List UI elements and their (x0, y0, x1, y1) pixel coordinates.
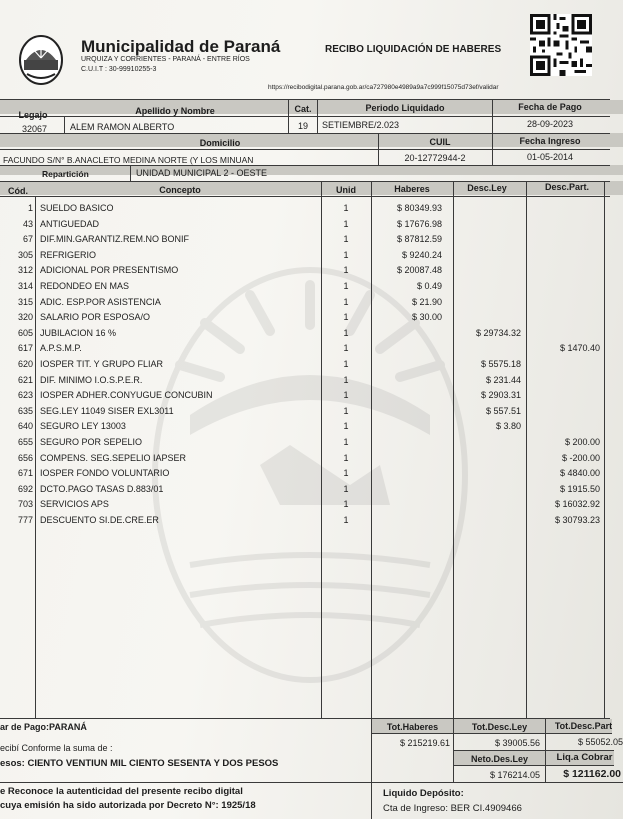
row-private-deduction: $ 16032.92 (554, 499, 600, 510)
row-legal-deduction: $ 5575.18 (480, 359, 521, 369)
table-row (0, 434, 623, 450)
org-cuit: C.U.I.T : 30-99910255-3 (81, 66, 157, 73)
org-address: URQUIZA Y CORRIENTES - PARANÁ - ENTRE RÍOS (81, 56, 250, 63)
table-row (0, 403, 623, 419)
row-concept: IOSPER ADHER.CONYUGUE CONCUBIN (40, 390, 213, 401)
col-earnings: Haberes (394, 184, 430, 194)
deposit-label: Liquido Depósito: (383, 788, 464, 799)
row-code: 777 (17, 515, 33, 525)
table-row (0, 247, 623, 263)
row-concept: COMPENS. SEG.SEPELIO IAPSER (40, 452, 187, 463)
row-unit: 1 (343, 327, 349, 338)
category-label: Cat. (294, 104, 312, 114)
row-earnings: $ 21.90 (411, 296, 442, 307)
row-code: 1 (27, 203, 33, 213)
row-code: 315 (17, 296, 33, 307)
row-private-deduction: $ 1915.50 (559, 483, 600, 494)
table-row (0, 309, 623, 325)
table-row (0, 512, 623, 528)
row-code: 617 (17, 343, 33, 354)
row-concept: JUBILACION 16 % (40, 327, 117, 338)
table-row (0, 262, 623, 278)
row-code: 623 (17, 390, 33, 401)
col-concept: Concepto (159, 185, 201, 195)
row-code: 703 (17, 499, 33, 510)
pay-place: ar de Pago:PARANÁ (0, 722, 87, 732)
row-private-deduction: $ 1470.40 (559, 343, 600, 354)
row-unit: 1 (343, 359, 349, 369)
table-row (0, 200, 623, 216)
row-unit: 1 (343, 249, 349, 260)
row-unit: 1 (343, 343, 349, 354)
municipality-logo-icon (18, 34, 64, 86)
row-concept: DESCUENTO SI.DE.CRE.ER (40, 515, 159, 525)
decree-note: cuya emisión ha sido autorizada por Decreto N°: 1925/18 (0, 800, 256, 811)
row-unit: 1 (343, 421, 349, 432)
total-legal-label: Tot.Desc.Ley (471, 722, 528, 732)
table-row (0, 278, 623, 294)
table-row (0, 216, 623, 232)
table-row (0, 418, 623, 434)
row-code: 314 (17, 281, 33, 291)
row-concept: A.P.S.M.P. (40, 343, 82, 354)
table-row (0, 372, 623, 388)
row-code: 655 (17, 437, 33, 447)
row-code: 312 (17, 265, 33, 276)
row-concept: ANTIGUEDAD (40, 218, 100, 229)
validation-url[interactable]: https://recibodigital.parana.gob.ar/ca727980e4989a9a7c999f15075d73ef/validar (268, 84, 499, 91)
table-row (0, 481, 623, 497)
row-private-deduction: $ 200.00 (564, 437, 600, 447)
row-unit: 1 (343, 374, 349, 385)
cuil-label: CUIL (429, 137, 451, 147)
org-name: Municipalidad de Paraná (81, 37, 281, 56)
table-row (0, 231, 623, 247)
row-unit: 1 (343, 499, 349, 510)
row-code: 320 (17, 312, 33, 323)
row-earnings: $ 0.49 (416, 281, 442, 291)
department-label: Repartición (42, 169, 89, 179)
table-row (0, 340, 623, 356)
document-title: RECIBO LIQUIDACIÓN DE HABERES (325, 44, 502, 55)
legajo-label: Legajo (18, 110, 48, 120)
pay-date-value: 28-09-2023 (526, 119, 574, 129)
table-row (0, 294, 623, 310)
row-earnings: $ 9240.24 (401, 249, 442, 260)
table-row (0, 465, 623, 481)
total-private-label: Tot.Desc.Part (554, 721, 613, 731)
amount-in-words: esos: CIENTO VENTIUN MIL CIENTO SESENTA Y DOS PESOS (0, 758, 279, 769)
entry-date-value: 01-05-2014 (526, 152, 574, 162)
table-row (0, 356, 623, 372)
row-unit: 1 (343, 312, 349, 323)
legajo-value: 32067 (22, 124, 48, 134)
net-value: $ 176214.05 (489, 770, 540, 780)
period-value: SETIEMBRE/2.023 (322, 120, 400, 130)
total-private-value: $ 55052.05 (577, 737, 623, 747)
row-unit: 1 (343, 405, 349, 416)
row-unit: 1 (343, 203, 349, 213)
row-code: 635 (17, 405, 33, 416)
table-row (0, 496, 623, 512)
row-concept: DCTO.PAGO TASAS D.883/01 (40, 483, 164, 494)
department-value: UNIDAD MUNICIPAL 2 - OESTE (136, 168, 268, 178)
col-private-deductions: Desc.Part. (544, 182, 590, 192)
row-unit: 1 (343, 515, 349, 525)
row-legal-deduction: $ 2903.31 (480, 390, 521, 401)
row-code: 620 (17, 359, 33, 369)
period-label: Periodo Liquidado (365, 103, 445, 113)
total-earnings-value: $ 215219.61 (399, 738, 450, 748)
address-value: FACUNDO S/N° B.ANACLETO MEDINA NORTE (Y LOS MINUAN (3, 155, 254, 165)
entry-date-label: Fecha Ingreso (519, 136, 581, 146)
row-private-deduction: $ 30793.23 (554, 515, 600, 525)
row-unit: 1 (343, 218, 349, 229)
row-code: 621 (17, 374, 33, 385)
row-legal-deduction: $ 3.80 (495, 421, 521, 432)
category-value: 19 (297, 121, 308, 131)
row-code: 67 (22, 234, 33, 245)
row-earnings: $ 20087.48 (396, 265, 442, 276)
row-code: 43 (22, 218, 33, 229)
table-row (0, 325, 623, 341)
row-unit: 1 (343, 483, 349, 494)
row-earnings: $ 87812.59 (396, 234, 442, 245)
row-concept: ADIC. ESP.POR ASISTENCIA (40, 296, 161, 307)
row-code: 656 (17, 452, 33, 463)
row-concept: SEGURO LEY 13003 (40, 421, 126, 432)
row-private-deduction: $ -200.00 (561, 452, 600, 463)
table-row (0, 450, 623, 466)
row-unit: 1 (343, 265, 349, 276)
row-earnings: $ 17676.98 (396, 218, 442, 229)
row-concept: DIF.MIN.GARANTIZ.REM.NO BONIF (40, 234, 190, 245)
row-concept: IOSPER TIT. Y GRUPO FLIAR (40, 359, 164, 369)
row-concept: SEGURO POR SEPELIO (40, 437, 143, 447)
row-code: 692 (17, 483, 33, 494)
row-unit: 1 (343, 437, 349, 447)
row-concept: ADICIONAL POR PRESENTISMO (40, 265, 179, 276)
name-label: Apellido y Nombre (135, 106, 215, 116)
row-concept: SUELDO BASICO (40, 203, 114, 213)
total-earnings-label: Tot.Haberes (386, 722, 439, 732)
row-legal-deduction: $ 29734.32 (475, 327, 521, 338)
row-code: 605 (17, 327, 33, 338)
authenticity-note: e Reconoce la autenticidad del presente recibo digital (0, 786, 243, 797)
row-code: 305 (17, 249, 33, 260)
row-unit: 1 (343, 390, 349, 401)
row-concept: SERVICIOS APS (40, 499, 109, 510)
pay-date-label: Fecha de Pago (518, 102, 582, 112)
row-unit: 1 (343, 468, 349, 479)
pay-amount-value: $ 121162.00 (563, 768, 621, 780)
row-code: 640 (17, 421, 33, 432)
row-legal-deduction: $ 231.44 (485, 374, 521, 385)
row-concept: REDONDEO EN MAS (40, 281, 130, 291)
row-concept: IOSPER FONDO VOLUNTARIO (40, 468, 170, 479)
net-label: Neto.Des.Ley (470, 754, 529, 764)
col-legal-deductions: Desc.Ley (467, 183, 507, 193)
employee-name: ALEM RAMON ALBERTO (70, 122, 175, 132)
row-unit: 1 (343, 452, 349, 463)
row-legal-deduction: $ 557.51 (485, 405, 521, 416)
total-legal-value: $ 39005.56 (494, 738, 540, 748)
row-unit: 1 (343, 234, 349, 245)
qr-code-icon (530, 14, 592, 76)
deposit-account: Cta de Ingreso: BER CI.4909466 (383, 803, 522, 814)
col-unit: Unid (336, 185, 356, 195)
row-concept: SALARIO POR ESPOSA/O (40, 312, 151, 323)
pay-amount-label: Liq.a Cobrar (556, 752, 613, 763)
row-concept: SEG.LEY 11049 SISER EXL3011 (40, 405, 174, 416)
row-concept: REFRIGERIO (40, 249, 97, 260)
cuil-value: 20-12772944-2 (404, 153, 466, 163)
table-row (0, 387, 623, 403)
row-unit: 1 (343, 296, 349, 307)
row-unit: 1 (343, 281, 349, 291)
row-concept: DIF. MINIMO I.O.S.P.E.R. (40, 374, 143, 385)
row-private-deduction: $ 4840.00 (559, 468, 600, 479)
address-label: Domicilio (199, 138, 241, 148)
row-earnings: $ 30.00 (411, 312, 442, 323)
row-earnings: $ 80349.93 (396, 203, 442, 213)
received-sum-label: ecibí Conforme la suma de : (0, 743, 113, 753)
col-code: Cód. (8, 186, 28, 196)
row-code: 671 (17, 468, 33, 479)
